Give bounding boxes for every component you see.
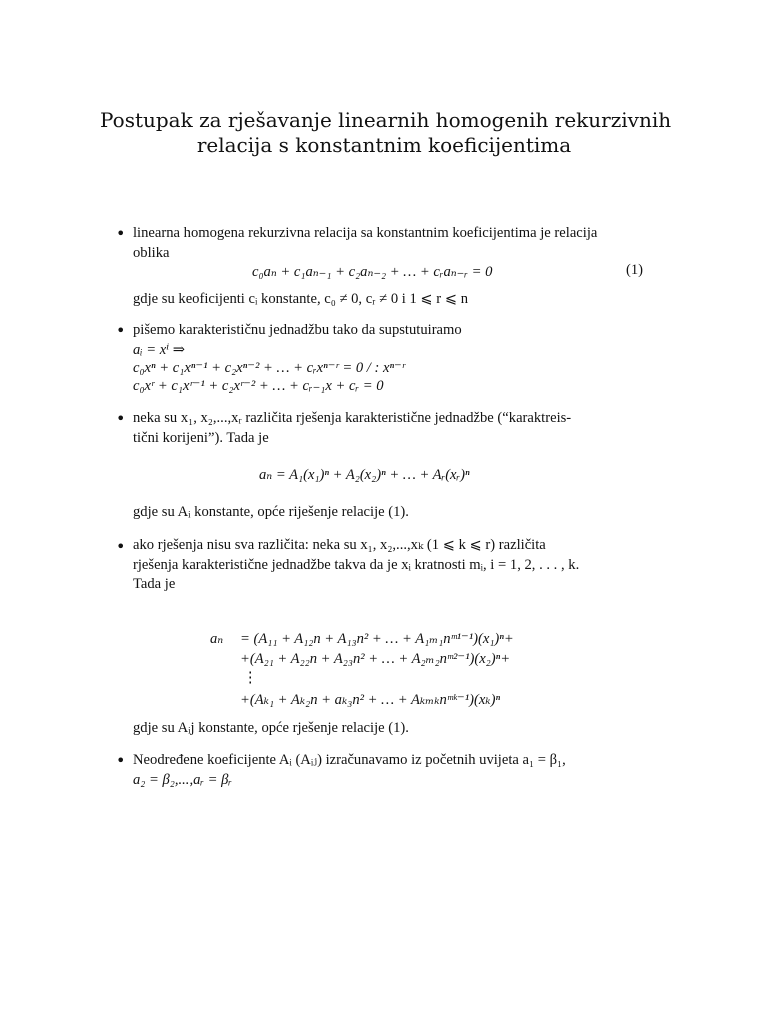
b4-equation-line-1: = (A₁₁ + A₁₂n + A₁₃n² + … + A₁ₘ₁nᵐ¹⁻¹)(x₁)ⁿ+ <box>240 631 514 647</box>
b2-equation-2: c₀xʳ + c₁xʳ⁻¹ + c₂xʳ⁻² + … + cᵣ₋₁x + cᵣ = 0 <box>133 378 384 394</box>
b5-text-line-1: Neodređene koeficijente Aᵢ (Aᵢⱼ) izračunavamo iz početnih uvijeta a₁ = β₁, <box>133 752 566 768</box>
title-line-2: relacija s konstantnim koeficijentima <box>196 133 572 157</box>
b4-note: gdje su Aᵢj konstante, opće rješenje relacije (1). <box>133 720 409 736</box>
b4-equation-line-3: +(Aₖ₁ + Aₖ₂n + aₖ₃n² + … + Aₖₘₖnᵐᵏ⁻¹)(xₖ)ⁿ <box>240 692 501 708</box>
bullet-marker: • <box>116 537 126 556</box>
b4-text-line-1: ako rješenja nisu sva različita: neka su x₁, x₂,...,xₖ (1 ⩽ k ⩽ r) različita <box>133 537 546 553</box>
page-title <box>100 108 672 158</box>
b1-text-line-2: oblika <box>133 245 170 261</box>
bullet-marker: • <box>116 409 126 428</box>
b3-text-line-1: neka su x₁, x₂,...,xᵣ različita rješenja karakteristične jednadžbe (“karaktreis- <box>133 410 572 426</box>
b4-text-line-3: Tada je <box>133 576 176 592</box>
bullet-marker: • <box>116 751 126 770</box>
b3-text-line-2: tični korijeni”). Tada je <box>133 430 269 446</box>
b1-note: gdje su keoficijenti cᵢ konstante, c₀ ≠ 0, cᵣ ≠ 0 i 1 ⩽ r ⩽ n <box>133 291 468 307</box>
b3-note: gdje su Aᵢ konstante, opće riješenje relacije (1). <box>133 504 409 520</box>
b3-equation: aₙ = A₁(x₁)ⁿ + A₂(x₂)ⁿ + … + Aᵣ(xᵣ)ⁿ <box>259 467 470 483</box>
title-line-1: Postupak za rješavanje linearnih homogenih rekurzivnih <box>100 108 672 132</box>
b4-equation-line-2: +(A₂₁ + A₂₂n + A₂₃n² + … + A₂ₘ₂nᵐ²⁻¹)(x₂)ⁿ+ <box>240 651 511 667</box>
bullet-marker: • <box>116 321 126 340</box>
equation-number: (1) <box>626 262 644 278</box>
b1-text-line-1: linearna homogena rekurzivna relacija sa konstantnim koeficijentima je relacija <box>133 225 598 241</box>
b1-equation: c₀aₙ + c₁aₙ₋₁ + c₂aₙ₋₂ + … + cᵣaₙ₋ᵣ = 0 <box>252 264 493 280</box>
bullet-marker: • <box>116 224 126 243</box>
b5-text-line-2: a₂ = β₂,...,aᵣ = βᵣ <box>133 772 232 788</box>
b4-equation-lhs: aₙ <box>210 631 224 647</box>
vertical-dots: ⋮ <box>243 670 258 686</box>
b2-text-line-1: pišemo karakterističnu jednadžbu tako da supstutuiramo <box>133 322 462 338</box>
b4-text-line-2: rješenja karakteristične jednadžbe takva da je xᵢ kratnosti mᵢ, i = 1, 2, . . . , k. <box>133 557 580 573</box>
b2-equation-1: c₀xⁿ + c₁xⁿ⁻¹ + c₂xⁿ⁻² + … + cᵣxⁿ⁻ʳ = 0 / : xⁿ⁻ʳ <box>133 360 405 376</box>
b2-substitution: aᵢ = xⁱ ⇒ <box>133 342 186 358</box>
